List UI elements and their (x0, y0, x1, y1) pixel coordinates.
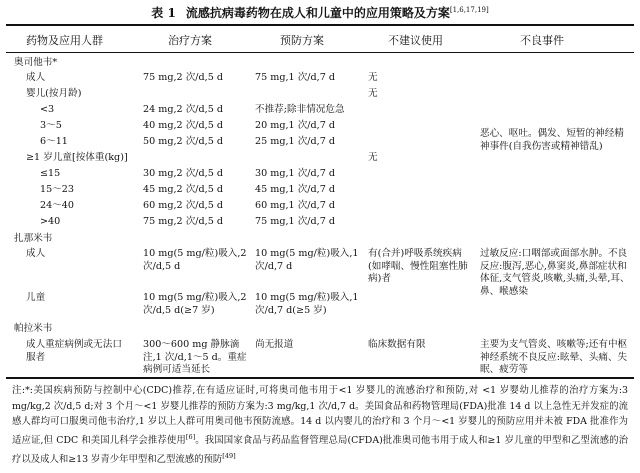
zanamivir-child-prophylaxis: 10 mg(5 mg/粒)吸入,1 次/d,7 d(≥5 岁) (255, 292, 359, 316)
oseltamivir-adult-treatment: 75 mg,2 次/d,5 d (143, 72, 224, 83)
zanamivir-adult-treatment: 10 mg(5 mg/粒)吸入,2 次/d,5 d (143, 248, 247, 272)
table-number: 表 1 (151, 6, 176, 20)
child-weight-row-prophylaxis: 60 mg,1 次/d,7 d (255, 200, 336, 211)
oseltamivir-child-not-recommended: 无 (368, 152, 378, 163)
infant-row-label: 6～11 (40, 136, 68, 147)
zanamivir-not-recommended: 有(合并)呼吸系统疾病(如哮喘、慢性阻塞性肺病)者 (368, 248, 468, 284)
footnote-text-part2: 。我国国家食品与药品监督管理总局(CFDA)批准奥司他韦用于成人和≥1 岁儿童的甲型和乙型流感的治疗以及成人和≥13 岁青少年甲型和乙型流感的预防 (12, 434, 628, 465)
child-weight-row-prophylaxis: 30 mg,1 次/d,7 d (255, 168, 336, 179)
bottom-rule (6, 377, 634, 379)
footnote-ref: [6] (185, 432, 196, 441)
child-weight-row-prophylaxis: 45 mg,1 次/d,7 d (255, 184, 336, 195)
drug-name-peramivir: 帕拉米韦 (14, 323, 53, 334)
header-treatment: 治疗方案 (168, 34, 212, 47)
table-caption (0, 4, 640, 21)
oseltamivir-adult-not-recommended: 无 (368, 72, 378, 83)
infant-row-treatment: 50 mg,2 次/d,5 d (143, 136, 224, 147)
peramivir-treatment: 300～600 mg 静脉滴注,1 次/d,1～5 d。重症病例可适当延长 (143, 339, 247, 375)
child-weight-row-treatment: 60 mg,2 次/d,5 d (143, 200, 224, 211)
header-drug-population: 药物及应用人群 (26, 34, 103, 47)
drug-name-zanamivir: 扎那米韦 (14, 233, 53, 244)
oseltamivir-child-label: ≥1 岁儿童[按体重(kg)] (26, 152, 128, 163)
table-title: 流感抗病毒药物在成人和儿童中的应用策略及方案 (185, 6, 450, 20)
zanamivir-adult-prophylaxis: 10 mg(5 mg/粒)吸入,1 次/d,7 d (255, 248, 359, 272)
footnote-ref: [49] (222, 451, 236, 460)
infant-row-prophylaxis: 25 mg,1 次/d,7 d (255, 136, 336, 147)
infant-row-treatment: 40 mg,2 次/d,5 d (143, 120, 224, 131)
peramivir-adverse-events: 主要为支气管炎、咳嗽等;还有中枢神经系统不良反应:眩晕、头痛、失眠、疲劳等 (480, 339, 628, 375)
child-weight-row-treatment: 45 mg,2 次/d,5 d (143, 184, 224, 195)
drug-name-oseltamivir: 奥司他韦* (14, 57, 58, 68)
oseltamivir-adult-prophylaxis: 75 mg,1 次/d,7 d (255, 72, 336, 83)
oseltamivir-infant-not-recommended: 无 (368, 88, 378, 99)
zanamivir-child-treatment: 10 mg(5 mg/粒)吸入,2 次/d,5 d(≥7 岁) (143, 292, 247, 316)
header-rule (6, 52, 634, 53)
header-not-recommended: 不建议使用 (388, 34, 443, 47)
peramivir-adult-label: 成人重症病例或无法口服者 (26, 339, 122, 363)
child-weight-row-treatment: 30 mg,2 次/d,5 d (143, 168, 224, 179)
oseltamivir-adult-label: 成人 (26, 72, 46, 83)
peramivir-not-recommended: 临床数据有限 (368, 339, 426, 350)
zanamivir-adverse-events: 过敏反应:口咽部或面部水肿。不良反应:腹泻,恶心,鼻窦炎,鼻部症状和体征,支气管炎,咳嗽,头痛,头晕,耳、鼻、喉感染 (480, 248, 630, 297)
infant-row-treatment: 24 mg,2 次/d,5 d (143, 104, 224, 115)
table-title-refs: [1,6,17,19] (449, 6, 489, 14)
zanamivir-child-label: 儿童 (26, 292, 46, 303)
top-rule (6, 24, 634, 26)
infant-row-prophylaxis: 20 mg,1 次/d,7 d (255, 120, 336, 131)
header-prophylaxis: 预防方案 (280, 34, 324, 47)
child-weight-row-label: ≤15 (40, 168, 61, 179)
footnote-text-part1: 注:*:美国疾病预防与控制中心(CDC)推荐,在有适应证时,可将奥司他韦用于<1 岁婴儿的流感治疗和预防,对 <1 岁婴幼儿推荐的治疗方案为:3 mg/kg,2 次/d,5 d;对 3 个月～<1 岁婴儿推荐的预防方案为:3 mg/kg,1 次/d,7 d。美国食品和药物管理局(FDA)批准 14 d 以上急性无并发症的流感人群均可口服奥司他韦治疗,1 岁以上人群可用奥司他韦预防流感。14 d 以内婴儿的治疗和 3 个月～<1 岁婴儿的预防应用并未被 FDA 批准作为适应证,但 CDC 和美国儿科学会推荐使用 (12, 385, 629, 446)
child-weight-row-label: 15～23 (40, 184, 75, 195)
header-adverse-events: 不良事件 (520, 34, 564, 47)
child-weight-row-label: 24～40 (40, 200, 75, 211)
infant-row-prophylaxis: 不推荐;除非情况危急 (255, 104, 345, 115)
table-footnote (12, 383, 628, 467)
oseltamivir-adverse-events: 恶心、呕吐。偶发、短暂的神经精神事件(自我伤害或精神错乱) (480, 128, 624, 152)
peramivir-prophylaxis: 尚无报道 (255, 339, 294, 350)
zanamivir-adult-label: 成人 (26, 248, 46, 259)
infant-row-label: 3～5 (40, 120, 62, 131)
child-weight-row-label: >40 (40, 216, 61, 227)
infant-row-label: <3 (40, 104, 55, 115)
child-weight-row-treatment: 75 mg,2 次/d,5 d (143, 216, 224, 227)
oseltamivir-infant-label: 婴儿(按月龄) (26, 88, 82, 99)
child-weight-row-prophylaxis: 75 mg,1 次/d,7 d (255, 216, 336, 227)
